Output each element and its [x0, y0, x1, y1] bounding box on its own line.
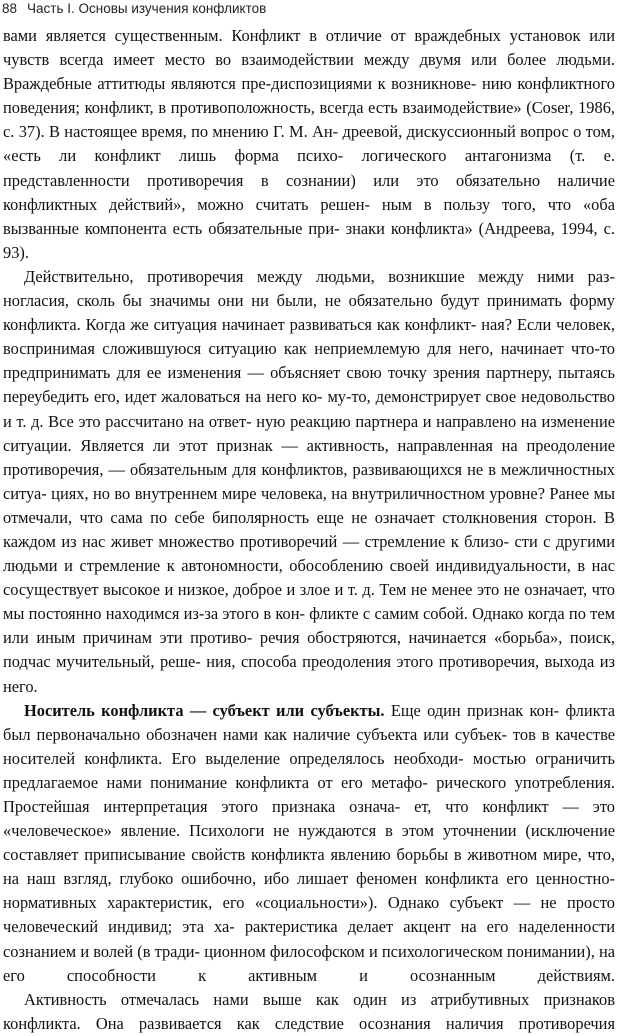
paragraph [3, 265, 615, 699]
text-line: дреевой, дискуссионный вопрос о том, «есть ли конфликт лишь форма психо- [3, 122, 615, 166]
text-line: в этом уточнении (исключение составляет приписывание свойств конфликта [3, 821, 615, 865]
text-line: ногласия, сколь бы значимы они ни были, не обязательно будут принимать [3, 291, 562, 311]
text-line: рического употребления. Простейшая интерпретация этого признака означа- [3, 772, 615, 816]
text-line: тов в качестве носителей конфликта. Его выделение определялось необходи- [3, 724, 615, 768]
text-line: явлению борьбы в животном мире, что, на наш взгляд, глубоко ошибочно, ибо [3, 845, 615, 889]
text-line: сти с другими людьми и стремление к автономности, обособлению своей [3, 531, 615, 576]
running-header [2, 0, 266, 18]
text-line: Тем не менее это не означает, что мы постоянно находимся из-за этого в кон- [3, 580, 615, 624]
text-line: людьми. Враждебные аттитюды являются пре-диспозициями к возникнове- [3, 50, 615, 94]
text-line: обязательным для конфликтов, развивающихся не в межличностных ситуа- [3, 459, 615, 503]
text-line: Еще один признак кон- [384, 700, 560, 720]
text-line: ную реакцию партнера и направлено на изменение ситуации. Является ли [3, 411, 615, 455]
body-text [3, 24, 615, 1036]
text-line: для него, начинает что-то предпринимать для ее изменения — объясняет свою [3, 339, 615, 383]
text-line: вами является существенным. Конфликт в отличие от враждебных установок [3, 26, 581, 45]
text-line: «социальности»). Однако субъект — не просто человеческий индивид; эта ха- [3, 893, 615, 937]
text-line: Активность отмечалась нами выше как один из атрибутивных признаков [24, 989, 615, 1009]
text-line: ния, способа преодоления этого противоречия, выхода из него. [3, 652, 615, 696]
text-line: циях, но во внутреннем мире человека, на внутриличностном уровне? Ранее [51, 483, 590, 503]
text-line: фликте с самим собой. Однако когда по тем или иным причинам эти противо- [3, 604, 615, 648]
paragraph [3, 988, 615, 1036]
text-line: сторон. В каждом из нас живет множество противоречий — стремление к близо- [3, 507, 615, 551]
text-line: логического антагонизма (т. е. представленности противоречия в сознании) [3, 146, 615, 190]
text-line: форму конфликта. Когда же ситуация начинает развиваться как конфликт- [3, 291, 615, 335]
paragraph [3, 24, 615, 265]
text-line: знаки конфликта» (Андреева, 1994, с. 93). [3, 218, 615, 262]
text-line: речия обостряются, начинается «борьба», поиск, подчас мучительный, реше- [3, 628, 615, 672]
text-line: Действительно, противоречия между людьми, возникшие между ними раз- [24, 266, 615, 286]
text-line: или это обязательно наличие конфликтных действий», можно считать решен- [3, 170, 615, 214]
text-line: му-то, демонстрирует свое недовольство и т. д. Все это рассчитано на ответ- [3, 387, 615, 431]
text-line: лишает феномен конфликта его ценностно-нормативных характеристик, его [3, 869, 615, 913]
text-line: этот признак — активность, направленная на преодоление противоречия, — [3, 435, 615, 479]
paragraph [3, 699, 615, 988]
running-title: Часть I. Основы изучения конфликтов [27, 1, 267, 16]
text-line: ет, что конфликт — это «человеческое» явление. Психологи не нуждаются [3, 797, 615, 841]
text-line: индивидуальности, в нас сосуществует высокое и низкое, доброе и злое и т. д. [3, 556, 615, 600]
text-line: фликта был первоначально обозначен нами как наличие субъекта или субъек- [3, 700, 615, 744]
text-line: мы отмечали, что сама по себе биполярность еще не означает столкновения [3, 483, 615, 527]
text-line: к активным и осознанным действиям. [198, 965, 615, 985]
text-line: нию конфликтного поведения; конфликт, в противоположность, всегда есть [3, 74, 615, 118]
text-line: ная? Если человек, воспринимая сложившуюся ситуацию как неприемлемую [3, 315, 615, 359]
text-line: точку зрения партнеру, пытаясь переубедить его, идет жаловаться на него ко- [3, 363, 615, 407]
text-line: конфликта. Она развивается как следствие осознания наличия противоречия [3, 1013, 615, 1033]
text-line: рактеристика делает акцент на его наделенности сознанием и волей (в тради- [3, 917, 615, 961]
page-number: 88 [2, 1, 18, 16]
text-line: ным в пользу того, что «оба вызванные компонента есть обязательные при- [3, 194, 615, 238]
section-heading: Носитель конфликта — субъект или субъекты. [24, 700, 385, 720]
text-line: или чувств всегда имеет место во взаимодействии между двумя или более [3, 26, 615, 70]
text-line: взаимодействие» (Coser, 1986, с. 37). В настоящее время, по мнению Г. М. Ан- [3, 98, 615, 142]
text-line: мостью ограничить предлагаемое нами понимание конфликта от его метафо- [3, 748, 615, 792]
text-line: ционном философском и психологическом понимании), на его способности [3, 941, 615, 985]
